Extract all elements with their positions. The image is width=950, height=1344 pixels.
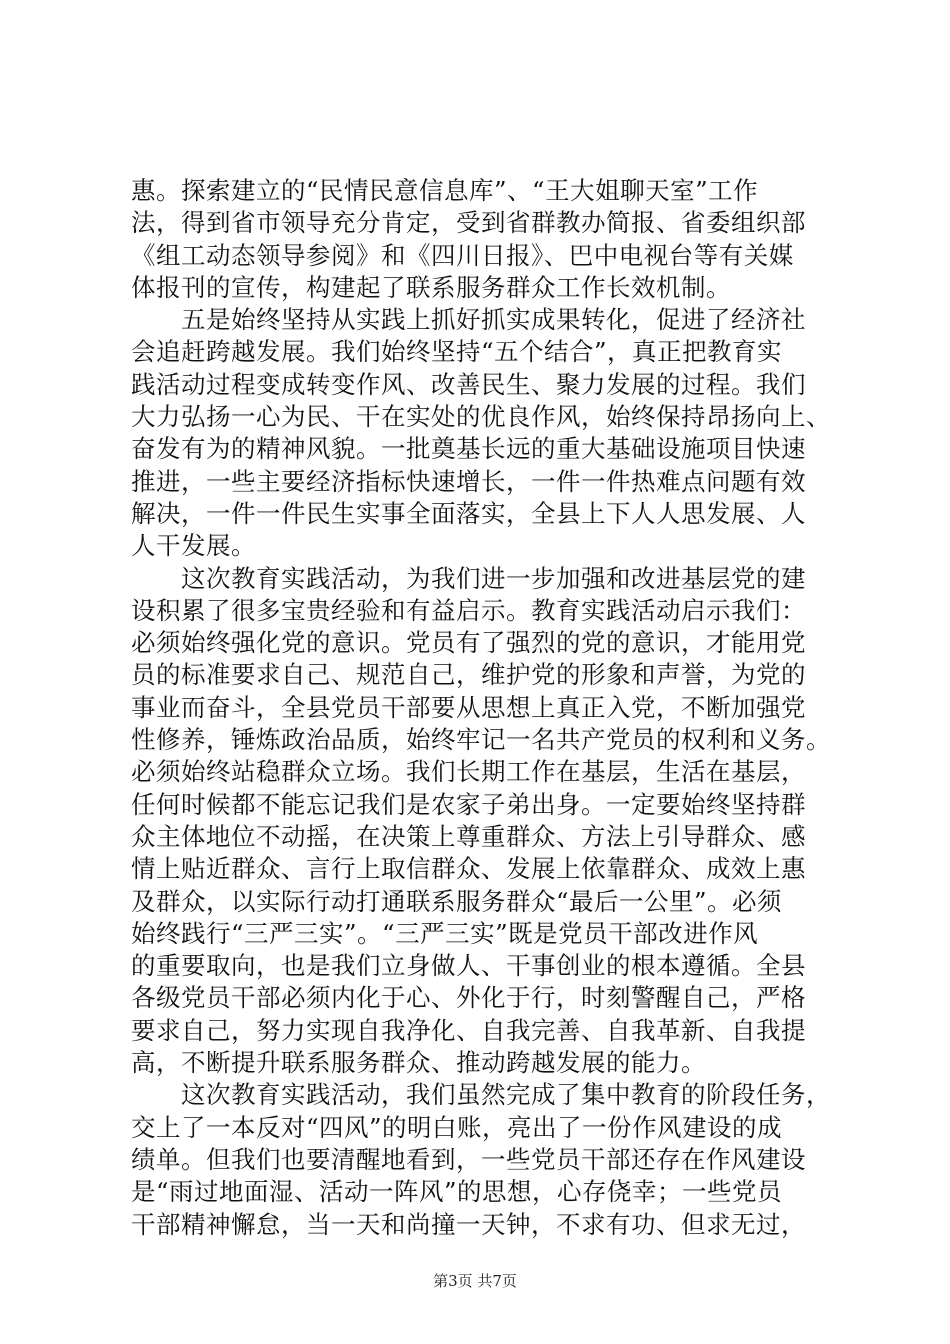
text-line: 始终践行“三严三实”。“三严三实”既是党员干部改进作风 [131, 918, 759, 948]
text-line: 惠。探索建立的“民情民意信息库”、“王大姐聊天室”工作 [131, 176, 759, 205]
text-line: 任何时候都不能忘记我们是农家子弟出身。一定要始终坚持群 [131, 789, 806, 819]
page-number-footer: 第3页 共7页 [433, 1272, 517, 1290]
text-line: 必须始终站稳群众立场。我们长期工作在基层，生活在基层， [131, 757, 806, 787]
text-line: 践活动过程变成转变作风、改善民生、聚力发展的过程。我们 [131, 369, 806, 399]
text-line: 人干发展。 [131, 531, 256, 561]
text-line: 交上了一本反对“四风”的明白账，亮出了一份作风建设的成 [131, 1112, 783, 1142]
text-line: 这次教育实践活动，为我们进一步加强和改进基层党的建 [131, 563, 806, 593]
text-line: 推进，一些主要经济指标快速增长，一件一件热难点问题有效 [131, 466, 806, 496]
text-line: 解决，一件一件民生实事全面落实，全县上下人人思发展、人 [131, 498, 806, 528]
text-line: 是“雨过地面湿、活动一阵风”的思想，心存侥幸；一些党员 [131, 1177, 783, 1207]
text-line: 设积累了很多宝贵经验和有益启示。教育实践活动启示我们： [131, 595, 806, 625]
text-line: 情上贴近群众、言行上取信群众、发展上依靠群众、成效上惠 [131, 854, 806, 884]
text-line: 《组工动态领导参阅》和《四川日报》、巴中电视台等有关媒 [131, 240, 794, 270]
text-line: 要求自己，努力实现自我净化、自我完善、自我革新、自我提 [131, 1015, 806, 1045]
text-line: 高，不断提升联系服务群众、推动跨越发展的能力。 [131, 1048, 706, 1078]
text-line: 干部精神懈怠，当一天和尚撞一天钟，不求有功、但求无过， [131, 1209, 806, 1239]
text-line: 法，得到省市领导充分肯定，受到省群教办简报、省委组织部 [131, 208, 806, 238]
text-line: 员的标准要求自己、规范自己，维护党的形象和声誉，为党的 [131, 660, 806, 690]
text-line: 体报刊的宣传，构建起了联系服务群众工作长效机制。 [131, 272, 731, 302]
text-line: 大力弘扬一心为民、干在实处的优良作风，始终保持昂扬向上、 [131, 402, 831, 432]
text-line: 事业而奋斗，全县党员干部要从思想上真正入党，不断加强党 [131, 692, 806, 722]
text-line: 各级党员干部必须内化于心、外化于行，时刻警醒自己，严格 [131, 983, 806, 1013]
text-line: 性修养，锤炼政治品质，始终牢记一名共产党员的权利和义务。 [131, 725, 831, 755]
text-line: 的重要取向，也是我们立身做人、干事创业的根本遵循。全县 [131, 951, 806, 981]
body-text [131, 175, 835, 1241]
text-line: 必须始终强化党的意识。党员有了强烈的党的意识，才能用党 [131, 628, 806, 658]
text-line: 及群众，以实际行动打通联系服务群众“最后一公里”。必须 [131, 886, 783, 916]
text-line: 奋发有为的精神风貌。一批奠基长远的重大基础设施项目快速 [131, 434, 806, 464]
text-line: 众主体地位不动摇，在决策上尊重群众、方法上引导群众、感 [131, 821, 806, 851]
text-line: 五是始终坚持从实践上抓好抓实成果转化，促进了经济社 [131, 305, 806, 335]
text-line: 绩单。但我们也要清醒地看到，一些党员干部还存在作风建设 [131, 1144, 806, 1174]
text-line: 这次教育实践活动，我们虽然完成了集中教育的阶段任务， [131, 1080, 831, 1110]
text-line: 会追赶跨越发展。我们始终坚持“五个结合”，真正把教育实 [131, 337, 783, 367]
